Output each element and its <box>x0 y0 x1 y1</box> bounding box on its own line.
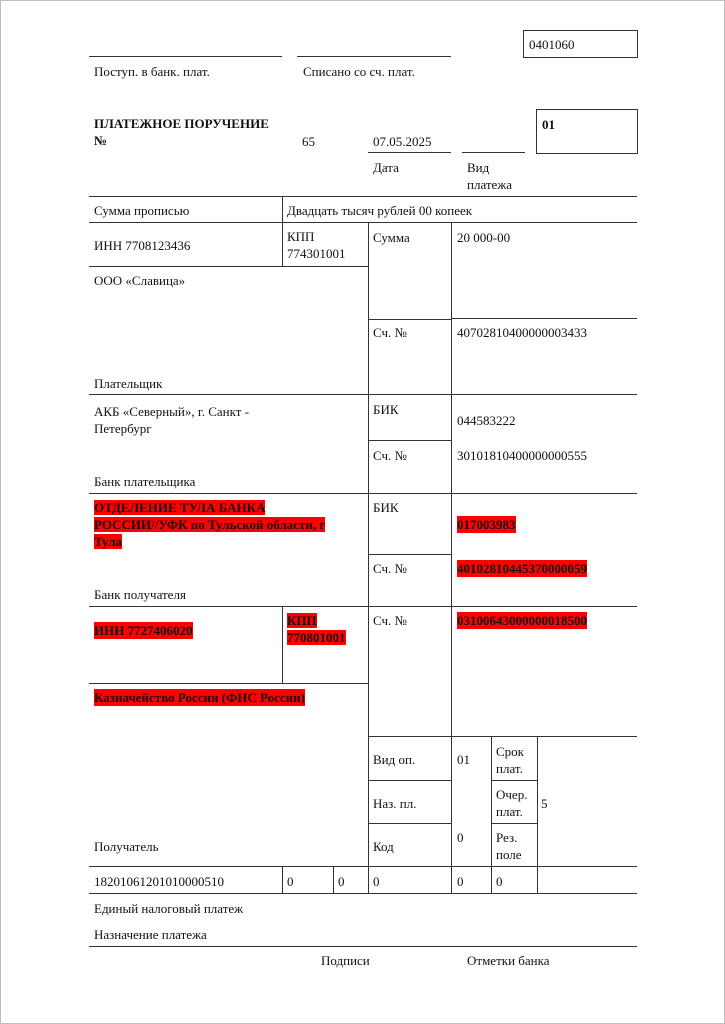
payer-bank-name-1: АКБ «Северный», г. Санкт - <box>94 404 250 419</box>
order-label-2: плат. <box>496 804 523 819</box>
payment-type-label-2: платежа <box>467 177 513 192</box>
payer-account-label: Сч. № <box>373 325 407 340</box>
number-sign: № <box>94 133 108 148</box>
reserve-label-1: Рез. <box>496 830 518 845</box>
payee-bank-name-1: ОТДЕЛЕНИЕ ТУЛА БАНКА <box>94 500 266 515</box>
payer-bank-bik-label: БИК <box>373 402 399 417</box>
payee-label: Получатель <box>94 839 159 854</box>
payer-bank-account-value: 30101810400000000555 <box>457 448 587 463</box>
payer-label: Плательщик <box>94 376 163 391</box>
doc-number-value: 0 <box>457 874 464 889</box>
kbk-value: 18201061201010000510 <box>94 874 224 889</box>
date-label: Дата <box>373 160 399 175</box>
op-type-value: 01 <box>457 752 470 767</box>
code-label: Код <box>373 839 394 854</box>
payee-bank-bik-value: 017003983 <box>457 517 516 532</box>
code-value: 0 <box>457 830 464 845</box>
document-title: ПЛАТЕЖНОЕ ПОРУЧЕНИЕ <box>94 116 269 131</box>
payee-bank-name <box>94 499 325 550</box>
payment-type-label-1: Вид <box>467 160 490 175</box>
payee-bank-name-3: Тула <box>94 534 122 549</box>
payee-inn: ИНН 7727406020 <box>94 623 193 638</box>
payer-sum-label: Сумма <box>373 230 410 245</box>
basis-value: 0 <box>338 874 345 889</box>
debited-label: Списано со сч. плат. <box>303 64 415 79</box>
payment-purpose-text: Единый налоговый платеж <box>94 901 244 916</box>
document-number: 65 <box>302 134 315 149</box>
payee-account-value: 03100643000000018500 <box>457 613 587 628</box>
reserve-label-2: поле <box>496 847 522 862</box>
order-label-1: Очер. <box>496 787 528 802</box>
op-type-label: Вид оп. <box>373 752 416 767</box>
order-value: 5 <box>541 796 548 811</box>
amount-words-value: Двадцать тысяч рублей 00 копеек <box>287 203 473 218</box>
payer-kpp-value: 774301001 <box>287 246 346 261</box>
received-label: Поступ. в банк. плат. <box>94 64 210 79</box>
status-code: 01 <box>542 117 555 132</box>
period-value: 0 <box>373 874 380 889</box>
payee-account-label: Сч. № <box>373 613 407 628</box>
payee-name: Казначейство России (ФНС России) <box>94 690 305 705</box>
payer-inn: ИНН 7708123436 <box>94 238 191 253</box>
payee-bank-name-2: РОССИИ//УФК по Тульской области, г <box>94 517 326 532</box>
doc-date-value: 0 <box>496 874 503 889</box>
payee-bank-account-value: 40102810445370000059 <box>457 561 587 576</box>
payee-bank-label: Банк получателя <box>94 587 186 602</box>
oktmo-value: 0 <box>287 874 294 889</box>
payer-account-value: 40702810400000003433 <box>457 325 587 340</box>
bank-marks-label: Отметки банка <box>467 953 550 968</box>
payment-purpose-label: Назначение платежа <box>94 927 207 942</box>
form-code: 0401060 <box>529 37 575 52</box>
payer-bank-bik-value: 044583222 <box>457 413 516 428</box>
payer-name: ООО «Славица» <box>94 273 186 288</box>
payee-kpp-value: 770801001 <box>287 630 346 645</box>
term-label-1: Срок <box>496 744 524 759</box>
signatures-label: Подписи <box>321 953 370 968</box>
payer-bank-name-2: Петербург <box>94 421 152 436</box>
payer-sum-value: 20 000-00 <box>457 230 511 245</box>
purpose-code-label: Наз. пл. <box>373 796 417 811</box>
payer-bank-label: Банк плательщика <box>94 474 196 489</box>
payee-bank-account-label: Сч. № <box>373 561 407 576</box>
document-date: 07.05.2025 <box>373 134 432 149</box>
term-label-2: плат. <box>496 761 523 776</box>
payee-kpp <box>287 612 346 646</box>
amount-words-label: Сумма прописью <box>94 203 190 218</box>
payer-kpp-label: КПП <box>287 229 315 244</box>
payer-bank-account-label: Сч. № <box>373 448 407 463</box>
payee-bank-bik-label: БИК <box>373 500 399 515</box>
payee-kpp-label: КПП <box>287 613 317 628</box>
